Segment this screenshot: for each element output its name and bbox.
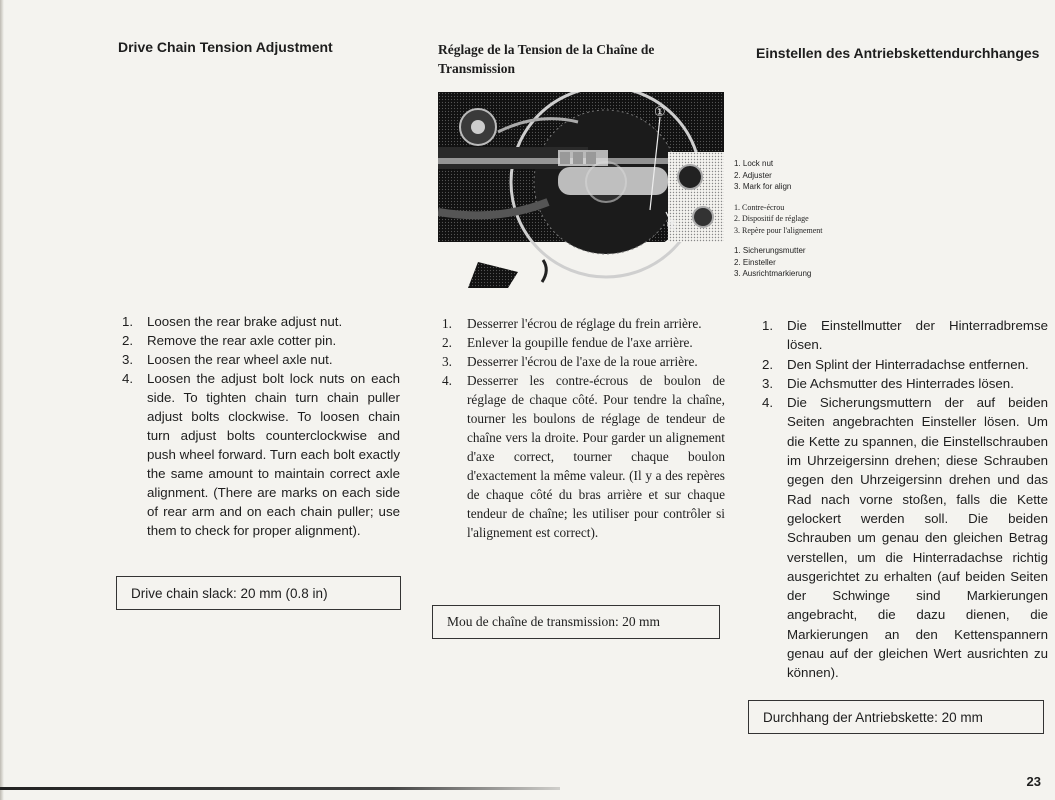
french-column-header	[438, 40, 728, 78]
list-item	[438, 352, 725, 371]
english-column-header	[118, 38, 403, 56]
step-number: 2.	[442, 335, 452, 350]
legend-french	[734, 202, 823, 237]
list-item	[758, 393, 1048, 682]
step-text: Remove the rear axle cotter pin.	[147, 333, 337, 348]
list-item	[118, 331, 400, 350]
list-item	[438, 371, 725, 542]
step-number: 1.	[442, 316, 452, 331]
chain-adjuster-photo	[438, 92, 724, 288]
page-number: 23	[1026, 774, 1041, 789]
list-item	[118, 312, 400, 331]
list-item	[758, 355, 1048, 374]
english-spec-box: Drive chain slack: 20 mm (0.8 in)	[116, 576, 401, 610]
callout-1: ①	[654, 105, 666, 120]
legend-english	[734, 158, 823, 193]
list-item	[758, 374, 1048, 393]
list-item	[118, 350, 400, 369]
step-text: Loosen the rear brake adjust nut.	[147, 314, 343, 329]
french-heading: Réglage de la Tension de la Chaîne de Transmission	[438, 42, 655, 76]
step-text: Den Splint der Hinterradachse entfernen.	[787, 356, 1029, 372]
step-text: Enlever la goupille fendue de l'axe arrière.	[467, 335, 693, 350]
legend-item: 1. Contre-écrou	[734, 202, 785, 212]
legend-item: 3. Repère pour l'alignement	[734, 225, 823, 235]
step-number: 2.	[762, 356, 774, 372]
german-heading: Einstellen des Antriebskettendurchhanges	[756, 45, 1040, 61]
step-number: 3.	[762, 375, 774, 391]
bottom-rule	[0, 787, 560, 790]
photo-legend	[734, 158, 823, 289]
english-steps-list	[118, 312, 400, 540]
page-edge-shadow	[0, 0, 4, 800]
step-text: Die Einstellmutter der Hinterradbremse lösen.	[787, 318, 1048, 353]
step-number: 1.	[762, 318, 774, 333]
step-number: 4.	[442, 373, 452, 388]
french-spec-box: Mou de chaîne de transmission: 20 mm	[432, 605, 720, 639]
legend-item: 1. Sicherungsmutter	[734, 246, 806, 255]
legend-item: 2. Adjuster	[734, 170, 772, 180]
step-text: Die Achsmutter des Hinterrades lösen.	[787, 375, 1014, 391]
list-item	[438, 314, 725, 333]
step-number: 4.	[122, 371, 134, 386]
legend-item: 2. Dispositif de réglage	[734, 214, 809, 223]
step-text: Die Sicherungsmuttern der auf beiden Seiten angebrachten Einsteller lösen. Um die Kette zu spannen, die Einstellschrauben im Uhrzeigersinn drehen; diese Schrauben gegen den Uhrzeigersinn drehen und das Rad nach vorne stoßen, falls die Kette gelockert werden soll. Die beiden Schrauben um genau den gleichen Betrag verstellen, um die Hinterradachse richtig ausgerichtet zu erhalten (auf beiden Seiten der Schwinge sind Markierungen angebracht, die dazu dienen, die Markierungen an den Kettenspannern genau auf der gleichen Wert ausrichten zu können).	[787, 395, 1048, 681]
legend-german	[734, 245, 823, 280]
step-text: Loosen the adjust bolt lock nuts on each side. To tighten chain turn chain puller adjust bolts clockwise. To loosen chain turn adjust bolts counterclockwise and push wheel forward. Turn each bolt exactly the same amount to maintain correct axle alignment. (There are marks on each side of rear arm and on each chain puller; use them to check for proper alignment).	[147, 371, 400, 538]
german-column-header	[756, 44, 1052, 62]
list-item	[118, 369, 400, 540]
step-text: Loosen the rear wheel axle nut.	[147, 352, 333, 367]
legend-item: 1. Lock nut	[734, 159, 774, 168]
step-text: Desserrer l'écrou de réglage du frein arrière.	[467, 316, 702, 331]
step-number: 2.	[122, 333, 134, 348]
step-number: 1.	[122, 314, 134, 329]
callout-2: ②	[666, 218, 678, 233]
list-item	[438, 333, 725, 352]
german-steps-list	[758, 316, 1048, 683]
french-steps-list	[438, 314, 725, 542]
step-number: 3.	[442, 354, 452, 369]
step-number: 3.	[122, 352, 134, 367]
step-text: Desserrer les contre-écrous de boulon de réglage de chaque côté. Pour tendre la chaîne, tourner les boulons de réglage de tendeur de chaîne vers la droite. Pour garder un alignement d'axe correct, tourner chaque boulon d'exactement la même valeur. (Il y a des repères de chaque côté du bras arrière et sur chaque tendeur de chaîne; les utiliser pour contrôler si l'alignement est correct).	[467, 373, 725, 540]
step-text: Desserrer l'écrou de l'axe de la roue arrière.	[467, 354, 698, 369]
german-spec-box: Durchhang der Antriebskette: 20 mm	[748, 700, 1044, 734]
legend-item: 3. Mark for align	[734, 182, 792, 191]
english-heading: Drive Chain Tension Adjustment	[118, 39, 333, 55]
list-item	[758, 316, 1048, 355]
legend-item: 2. Einsteller	[734, 257, 776, 267]
legend-item: 3. Ausrichtmarkierung	[734, 269, 812, 278]
step-number: 4.	[762, 395, 774, 411]
